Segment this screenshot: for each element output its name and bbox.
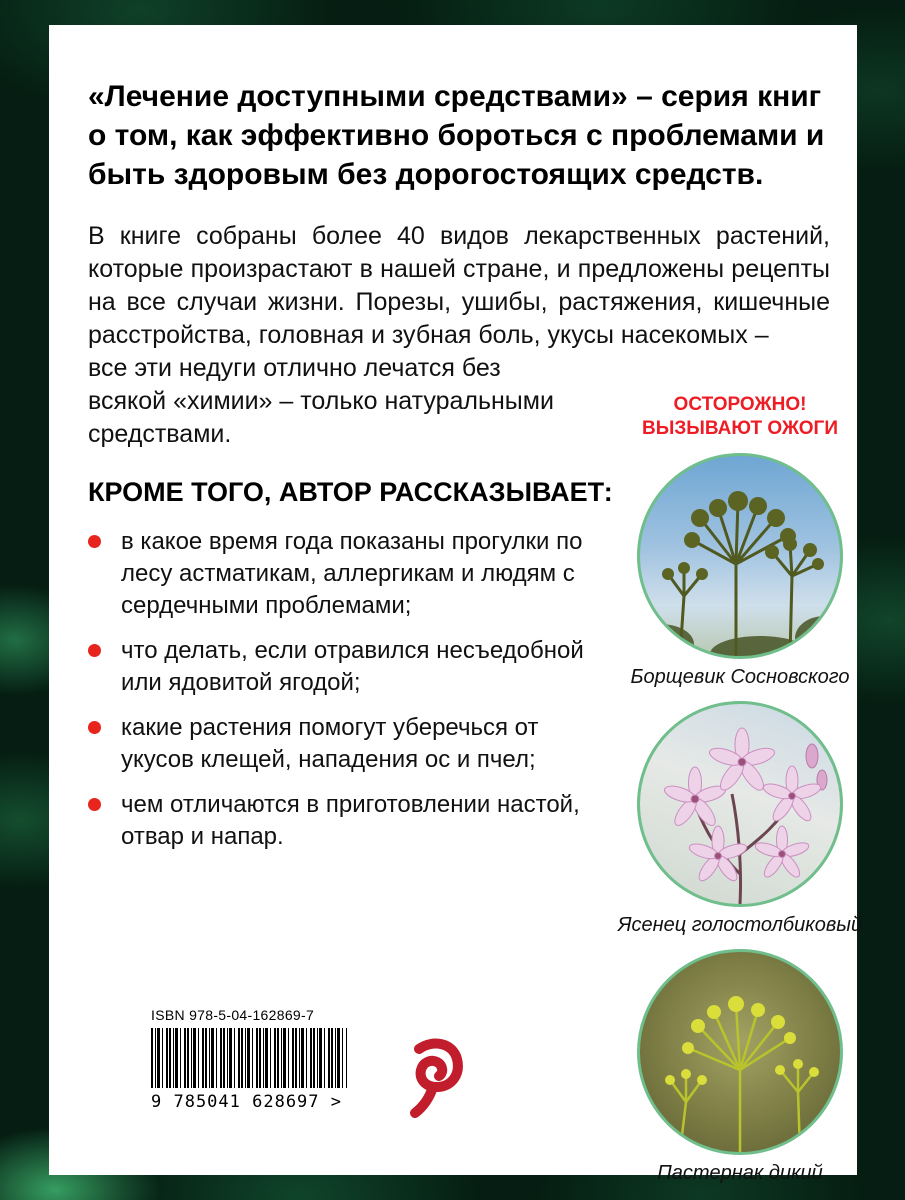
isbn-label: ISBN 978-5-04-162869-7 bbox=[151, 1007, 315, 1023]
list-item bbox=[88, 712, 596, 776]
description-paragraph-part2: все эти недуги отлично лечатся без всякой «химии» – только натуральными средствами. bbox=[88, 354, 554, 448]
barcode bbox=[151, 1028, 347, 1088]
description-paragraph-part1: В книге собраны более 40 видов лекарственных растений, которые произрастают в нашей стране, и предложены рецепты на все случаи жизни. Порезы, ушибы, растяжения, кишечные расстройства, головная и зубная боль, укусы насекомых – bbox=[88, 222, 830, 349]
photo-figure bbox=[618, 693, 862, 937]
eksmo-publisher-logo-icon bbox=[409, 1033, 465, 1121]
photo-caption: Борщевик Сосновского bbox=[630, 666, 850, 688]
photo-figure bbox=[631, 445, 850, 689]
parsnip-plant-illustration bbox=[640, 952, 840, 1152]
book-back-cover-card bbox=[49, 25, 863, 1184]
list-item bbox=[88, 526, 596, 622]
bullet-list bbox=[88, 526, 596, 853]
list-item-text: в какое время года показаны прогулки по лесу астматикам, аллергикам и людям с сердечными проблемами; bbox=[121, 528, 583, 619]
photo-figure bbox=[637, 941, 843, 1185]
red-bullet-icon bbox=[88, 798, 101, 811]
hogweed-plant-illustration bbox=[640, 456, 840, 656]
series-intro-paragraph: «Лечение доступными средствами» – серия книг о том, как эффективно бороться с проблемами и быть здоровым без дорогостоящих средств. bbox=[88, 80, 825, 191]
photo-column bbox=[612, 393, 868, 1185]
list-item-text: что делать, если отравился несъедобной или ядовитой ягодой; bbox=[121, 637, 584, 696]
warning-line: ВЫЗЫВАЮТ ОЖОГИ bbox=[642, 418, 838, 439]
section-heading: КРОМЕ ТОГО, АВТОР РАССКАЗЫВАЕТ: bbox=[88, 477, 613, 507]
warning-label bbox=[642, 393, 838, 441]
list-item bbox=[88, 789, 596, 853]
red-bullet-icon bbox=[88, 535, 101, 548]
photo-caption: Пастернак дикий bbox=[657, 1162, 823, 1184]
warning-line: ОСТОРОЖНО! bbox=[673, 394, 807, 415]
dittany-photo bbox=[637, 701, 843, 907]
list-item bbox=[88, 635, 596, 699]
photo-caption: Ясенец голостолбиковый bbox=[617, 914, 863, 936]
barcode-digits: 9 785041 628697 > bbox=[151, 1092, 342, 1112]
dittany-plant-illustration bbox=[640, 704, 840, 904]
hogweed-photo bbox=[637, 453, 843, 659]
wild-parsnip-photo bbox=[637, 949, 843, 1155]
red-bullet-icon bbox=[88, 644, 101, 657]
list-item-text: какие растения помогут уберечься от укусов клещей, нападения ос и пчел; bbox=[121, 714, 539, 773]
red-bullet-icon bbox=[88, 721, 101, 734]
list-item-text: чем отличаются в приготовлении настой, отвар и напар. bbox=[121, 791, 580, 850]
isbn-barcode-block bbox=[151, 1007, 361, 1112]
